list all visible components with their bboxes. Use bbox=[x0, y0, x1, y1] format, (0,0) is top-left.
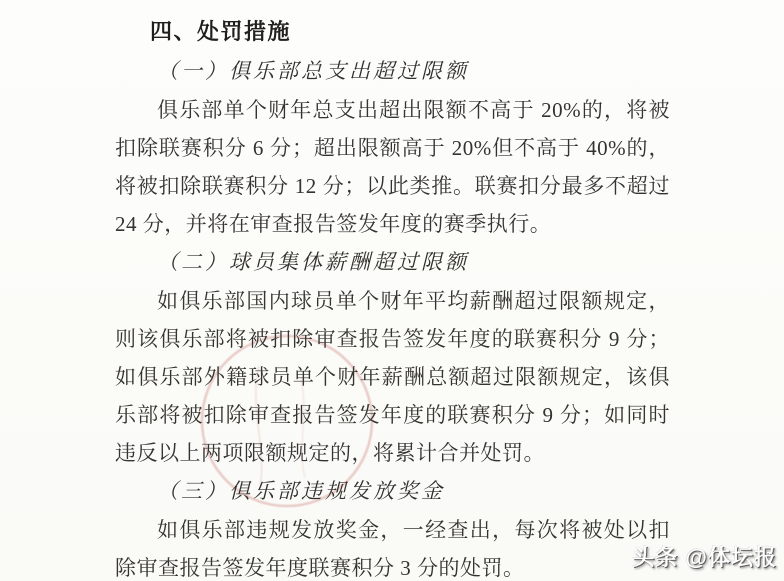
document-body bbox=[115, 12, 670, 581]
section-1-paragraph: 俱乐部单个财年总支出超出限额不高于 20%的，将被扣除联赛积分 6 分；超出限额高于 20%但不高于 40%的，将被扣除联赛积分 12 分；以此类推。联赛扣分最多不超过 24 分，并将在审查报告签发年度的赛季执行。 bbox=[115, 98, 670, 236]
section-2-heading: （二）球员集体薪酬超过限额 bbox=[157, 250, 469, 274]
section-1-heading: （一）俱乐部总支出超过限额 bbox=[157, 59, 469, 83]
section-2-paragraph: 如俱乐部国内球员单个财年平均薪酬超过限额规定，则该俱乐部将被扣除审查报告签发年度的联赛积分 9 分；如俱乐部外籍球员单个财年薪酬总额超过限额规定，该俱乐部将被扣除审查报告签发年度的联赛积分 9 分；如同时违反以上两项限额规定的，将累计合并处罚。 bbox=[115, 289, 670, 465]
toutiao-watermark: 头条 @体坛报 bbox=[632, 545, 777, 570]
section-3-paragraph: 如俱乐部违规发放奖金，一经查出，每次将被处以扣除审查报告签发年度联赛积分 3 分的处罚。 bbox=[115, 518, 670, 580]
section-3-heading: （三）俱乐部违规发放奖金 bbox=[157, 479, 445, 503]
document-title: 四、处罚措施 bbox=[150, 19, 292, 44]
